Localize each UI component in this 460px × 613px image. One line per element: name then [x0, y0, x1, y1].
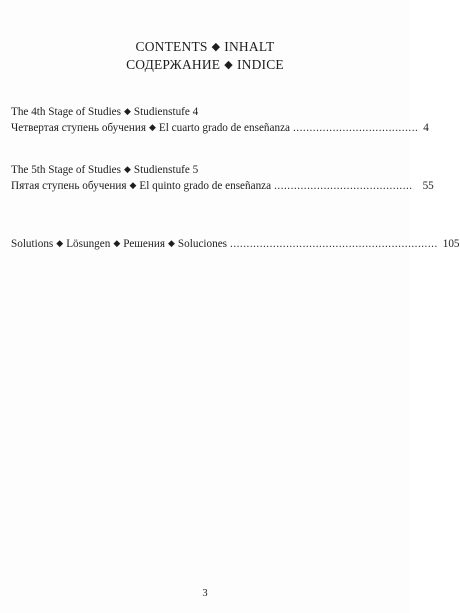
diamond-icon: ◆: [211, 41, 221, 53]
page-folio: 3: [202, 588, 208, 599]
toc-entry-subtitle-line: [11, 120, 429, 136]
entry-title-de: Studienstufe 5: [133, 164, 199, 176]
page-number: 55: [422, 180, 434, 192]
heading-soderzhanie: СОДЕРЖАНИЕ: [126, 57, 221, 72]
heading-line-1: [0, 38, 410, 56]
diamond-icon: ◆: [113, 238, 121, 248]
heading-line-2: [0, 56, 410, 74]
toc-solutions-line: [11, 236, 460, 252]
diamond-icon: ◆: [124, 164, 131, 174]
entry-title-en: The 4th Stage of Studies: [11, 106, 121, 118]
entry-title-ru: Четвертая ступень обучения: [11, 122, 146, 134]
entry-title-ru: Пятая ступень обучения: [11, 180, 127, 192]
heading-inhalt: INHALT: [224, 39, 275, 54]
diamond-icon: ◆: [168, 238, 175, 248]
entry-title-es: El quinto grado de enseñanza: [139, 180, 272, 192]
entry-title-en: The 5th Stage of Studies: [11, 164, 121, 176]
diamond-icon: ◆: [149, 122, 156, 132]
entry-title-de: Studienstufe 4: [133, 106, 199, 118]
dot-leader: ...............................................................: [230, 238, 438, 250]
toc-entry-stage-4: [11, 104, 429, 136]
solutions-de: Lösungen: [66, 238, 111, 250]
dot-leader: ......................................: [293, 122, 419, 134]
toc-entry-title-line: [11, 162, 391, 178]
toc-entry-stage-5: [11, 162, 434, 194]
solutions-en: Solutions: [11, 238, 54, 250]
diamond-icon: ◆: [224, 59, 233, 71]
page-number: 105: [442, 238, 460, 250]
solutions-es: Soluciones: [177, 238, 228, 250]
page-number: 4: [423, 122, 429, 134]
toc-entry-solutions: [11, 236, 460, 252]
diamond-icon: ◆: [129, 180, 137, 190]
contents-heading: [0, 38, 410, 74]
diamond-icon: ◆: [124, 106, 131, 116]
toc-entry-title-line: [11, 104, 391, 120]
dot-leader: ..........................................: [274, 180, 413, 192]
diamond-icon: ◆: [56, 238, 64, 248]
heading-indice: INDICE: [236, 57, 284, 72]
solutions-ru: Решения: [123, 238, 165, 250]
toc-entry-subtitle-line: [11, 178, 434, 194]
heading-contents: CONTENTS: [135, 39, 208, 54]
entry-title-es: El cuarto grado de enseñanza: [158, 122, 290, 134]
